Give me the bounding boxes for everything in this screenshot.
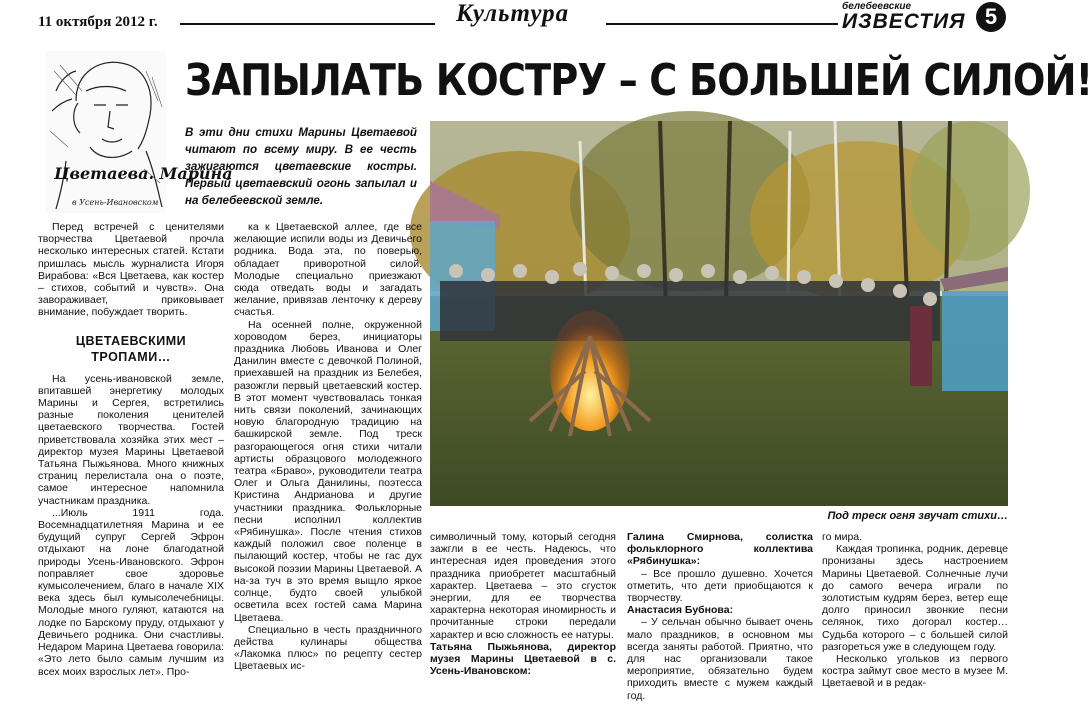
paragraph: На осенней полне, окруженной хороводом берез, инициаторы праздника Любовь Иванова и Олег Данилин вместе с девочкой Полиной, приехавшей на праздник из Белебея, разожгли первый цветаевский костер. В этот момент чувствовалась тонкая нить связи поколений, зачинающих новую благородную традицию на башкирской земле. Под треск разгорающегося огня стихи читали артисты образцового молодежного театра «Браво», руководители театра Олег и Ольга Данилины, поэтесса Кристина Андрианова и другие участники праздника. Фольклорные песни исполнил коллектив «Рябинушка». После чтения стихов каждый положил свое поленце в пылающий костер, чтобы не гас дух высокой поэзии Марины Цветаевой. А на-за туч в это время выщло яркое солнце, будто своей улыбкой осветила всех гостей сама Марина Цветаева. <box>234 318 422 624</box>
paragraph: Каждая тропинка, родник, деревце пронизаны здесь настроением Марины Цветаевой. Солнечные лучи до самого вечера играли по золотистым кудрям берез, ветер еще долго приносил звонкие песни селянок, тихо догорал костер… Судьба которого – с большей силой разгореться уже в следующем году. <box>822 543 1008 653</box>
article-lead: В эти дни стихи Марины Цветаевой читают по всему миру. В ее честь зажигаются цветаевские костры. Первый цветаевский огонь запылал и на белебеевской земле. <box>185 126 417 207</box>
subheading: ЦВЕТАЕВСКИМИ ТРОПАМИ… <box>75 333 187 364</box>
brand-big: ИЗВЕСТИЯ <box>842 10 966 33</box>
speaker-name: Анастасия Бубнова: <box>627 604 734 617</box>
paragraph: ка к Цветаевской аллее, где все желающие испили воды из Девичьего родника. Вода эта, по поверью, обладает приворотной силой. Молодые специально приезжают сюда отведать воды и загадать желание, привязав ленточку к дереву счастья. <box>234 221 422 319</box>
page-number: 5 <box>976 2 1006 32</box>
brand-small: белебеевские <box>842 1 912 12</box>
issue-date: 11 октября 2012 г. <box>38 14 158 30</box>
text-column-5 <box>822 531 1008 704</box>
photo-caption: Под треск огня звучат стихи… <box>827 510 1008 522</box>
portrait-signature-sub: в Усень-Ивановском <box>72 198 159 207</box>
bonfire-photo <box>430 121 1008 506</box>
paragraph: На усень-ивановской земле, впитавшей энергетику молодых Марины и Сергея, встретились разные поколения ценителей цветаевского творчества. Гостей приветствовала хозяйка этих мест – директор музея Марины Цветаевой Татьяна Пыжьянова. Много книжных страниц перелистала она о поэте, самое интересное напомнила участникам праздника. <box>38 372 224 507</box>
paragraph: Специально в честь праздничного действа кулинары общества «Лакомка плюс» по рецепту сестер Цветаевых ис- <box>234 623 422 673</box>
paragraph: го мира. <box>822 531 863 543</box>
text-column-2 <box>234 221 422 704</box>
header-rule-left <box>180 23 435 25</box>
speaker-name: Галина Смирнова, солистка фольклорного коллектива «Рябинушка»: <box>627 531 813 568</box>
speaker-name: Татьяна Пыжьянова, директор музея Марины Цветаевой в с. Усень-Ивановском: <box>430 640 616 678</box>
header-rule-right <box>606 23 838 25</box>
paragraph: символичный тому, который сегодня зажгли в ее честь. Надеюсь, что интересная идея проведения этого праздника приобретет масштабный характер. Цветаева – это сгусток энергии, для ее творчества характерна некоторая иномирность и прочитанные строки передали характер и всю сложность ее натуры. <box>430 531 616 641</box>
paragraph: ...Июль 1911 года. Восемнадцатилетняя Марина и ее будущий супруг Сергей Эфрон отдыхают на лоне благодатной природы Усень-Ивановского. Эфрон поправляет свое здоровье кумысолечением, благо в начале XIX века здесь был кумысолечебницы. Молодые много гуляют, катаются на лодке по Барскому пруду, отдыхают у Девичьего родника. Они счастливы. Недаром Марина Цветаева говорила: «Это лето было самым лучшим из всех моих взрослых лет». Про- <box>38 506 224 678</box>
quote: – У сельчан обычно бывает очень мало праздников, в основном мы всегда заняты работой. Приятно, что для нас организовали такое мероприятие, обязательно будем приходить вместе с мужем каждый год. <box>627 616 813 702</box>
portrait-sketch <box>46 51 233 213</box>
paragraph: Несколько угольков из первого костра займут свое место в музее М. Цветаевой и в редак- <box>822 653 1008 690</box>
text-column-4 <box>627 531 813 704</box>
quote: – Все прошло душевно. Хочется отметить, что дети приобщаются к творчеству. <box>627 567 813 605</box>
paragraph: Перед встречей с ценителями творчества Цветаевой прочла несколько интересных статей. Кстати пришлась мысль журналиста Игоря Вирабова: «Вся Цветаева, как костер – стихов, событий и чувств». Она завораживает, приковывает внимание, побуждает творить. <box>38 221 224 319</box>
portrait-signature: Цветаева. Марина <box>54 164 233 183</box>
article-headline: ЗАПЫЛАТЬ КОСТРУ – С БОЛЬШЕЙ СИЛОЙ! <box>185 55 1092 106</box>
text-column-3 <box>430 531 616 704</box>
text-column-1 <box>38 221 224 704</box>
newspaper-logo <box>842 2 965 32</box>
section-title: Культура <box>456 0 570 27</box>
